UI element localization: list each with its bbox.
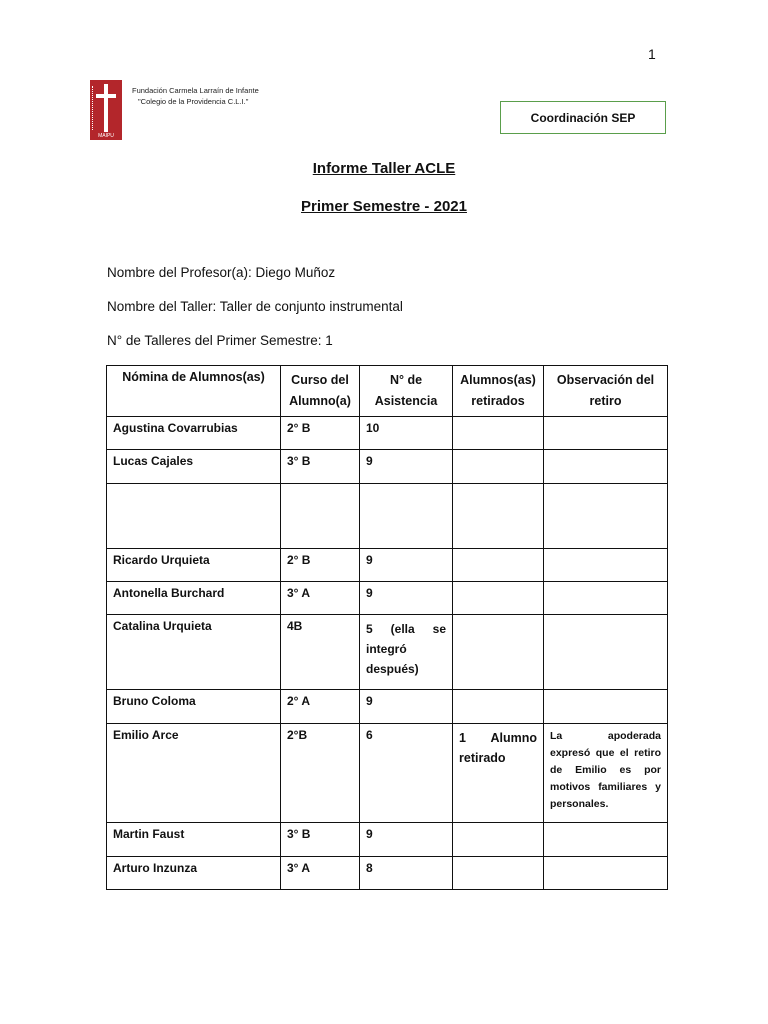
- student-withdrawn: [453, 857, 544, 890]
- student-attendance: 8: [360, 857, 453, 890]
- cross-icon: [104, 84, 108, 132]
- student-course: 2° B: [281, 549, 360, 582]
- student-course: 3° A: [281, 582, 360, 615]
- header-observation: Observación del retiro: [544, 366, 668, 417]
- table-row: [107, 484, 668, 549]
- cross-bar: [96, 94, 116, 98]
- student-withdrawn: [453, 690, 544, 724]
- student-observation: La apoderada expresó que el retiro de Emilio es por motivos familiares y personales.: [544, 724, 668, 823]
- foundation-line-2: "Colegio de la Providencia C.L.I.": [138, 97, 249, 106]
- student-withdrawn: [453, 417, 544, 450]
- coordination-box: Coordinación SEP: [500, 101, 666, 134]
- page-number: 1: [648, 46, 656, 62]
- table-row: [107, 690, 668, 724]
- student-name: Emilio Arce: [107, 724, 281, 823]
- header-name: Nómina de Alumnos(as): [107, 366, 281, 417]
- student-observation: [544, 582, 668, 615]
- student-attendance: 9: [360, 450, 453, 484]
- student-attendance: 10: [360, 417, 453, 450]
- student-name: Catalina Urquieta: [107, 615, 281, 690]
- student-withdrawn: [453, 615, 544, 690]
- workshop-name: Nombre del Taller: Taller de conjunto instrumental: [107, 299, 403, 314]
- foundation-line-1: Fundación Carmela Larraín de Infante: [132, 86, 259, 95]
- school-logo: [90, 80, 122, 140]
- student-course: 3° A: [281, 857, 360, 890]
- table-row: [107, 615, 668, 690]
- student-course: 4B: [281, 615, 360, 690]
- student-name: Bruno Coloma: [107, 690, 281, 724]
- student-withdrawn: [453, 484, 544, 549]
- student-observation: [544, 857, 668, 890]
- table-row: [107, 724, 668, 823]
- students-table: [106, 365, 668, 890]
- student-name: Ricardo Urquieta: [107, 549, 281, 582]
- student-attendance: 9: [360, 690, 453, 724]
- student-name: Lucas Cajales: [107, 450, 281, 484]
- teacher-name: Nombre del Profesor(a): Diego Muñoz: [107, 265, 336, 280]
- header-withdrawn: Alumnos(as) retirados: [453, 366, 544, 417]
- table-header-row: [107, 366, 668, 417]
- student-attendance: 9: [360, 582, 453, 615]
- table-row: [107, 823, 668, 857]
- semester-title: Primer Semestre - 2021: [301, 198, 467, 215]
- workshop-count: N° de Talleres del Primer Semestre: 1: [107, 333, 333, 348]
- student-observation: [544, 417, 668, 450]
- table-row: [107, 549, 668, 582]
- student-attendance: 9: [360, 823, 453, 857]
- student-observation: [544, 450, 668, 484]
- student-observation: [544, 690, 668, 724]
- student-withdrawn: [453, 582, 544, 615]
- report-title: Informe Taller ACLE: [312, 160, 456, 177]
- table-row: [107, 857, 668, 890]
- student-withdrawn: [453, 823, 544, 857]
- table-row: [107, 582, 668, 615]
- student-course: 2° B: [281, 417, 360, 450]
- student-observation: [544, 615, 668, 690]
- student-observation: [544, 484, 668, 549]
- student-course: 2° A: [281, 690, 360, 724]
- table-row: [107, 417, 668, 450]
- student-attendance: 6: [360, 724, 453, 823]
- student-attendance: 5 (ella se integró después): [360, 615, 453, 690]
- student-withdrawn: 1 Alumno retirado: [453, 724, 544, 823]
- logo-border-decoration: [92, 86, 96, 130]
- student-name: [107, 484, 281, 549]
- student-name: Antonella Burchard: [107, 582, 281, 615]
- student-withdrawn: [453, 450, 544, 484]
- student-name: Arturo Inzunza: [107, 857, 281, 890]
- student-name: Agustina Covarrubias: [107, 417, 281, 450]
- student-course: 3° B: [281, 450, 360, 484]
- student-course: [281, 484, 360, 549]
- student-observation: [544, 549, 668, 582]
- table-row: [107, 450, 668, 484]
- student-observation: [544, 823, 668, 857]
- student-attendance: [360, 484, 453, 549]
- foundation-name: [132, 85, 259, 107]
- student-attendance: 9: [360, 549, 453, 582]
- student-course: 3° B: [281, 823, 360, 857]
- header-attendance: N° de Asistencia: [360, 366, 453, 417]
- logo-text: MAIPU: [98, 133, 114, 139]
- student-withdrawn: [453, 549, 544, 582]
- student-course: 2°B: [281, 724, 360, 823]
- header-course: Curso del Alumno(a): [281, 366, 360, 417]
- student-name: Martin Faust: [107, 823, 281, 857]
